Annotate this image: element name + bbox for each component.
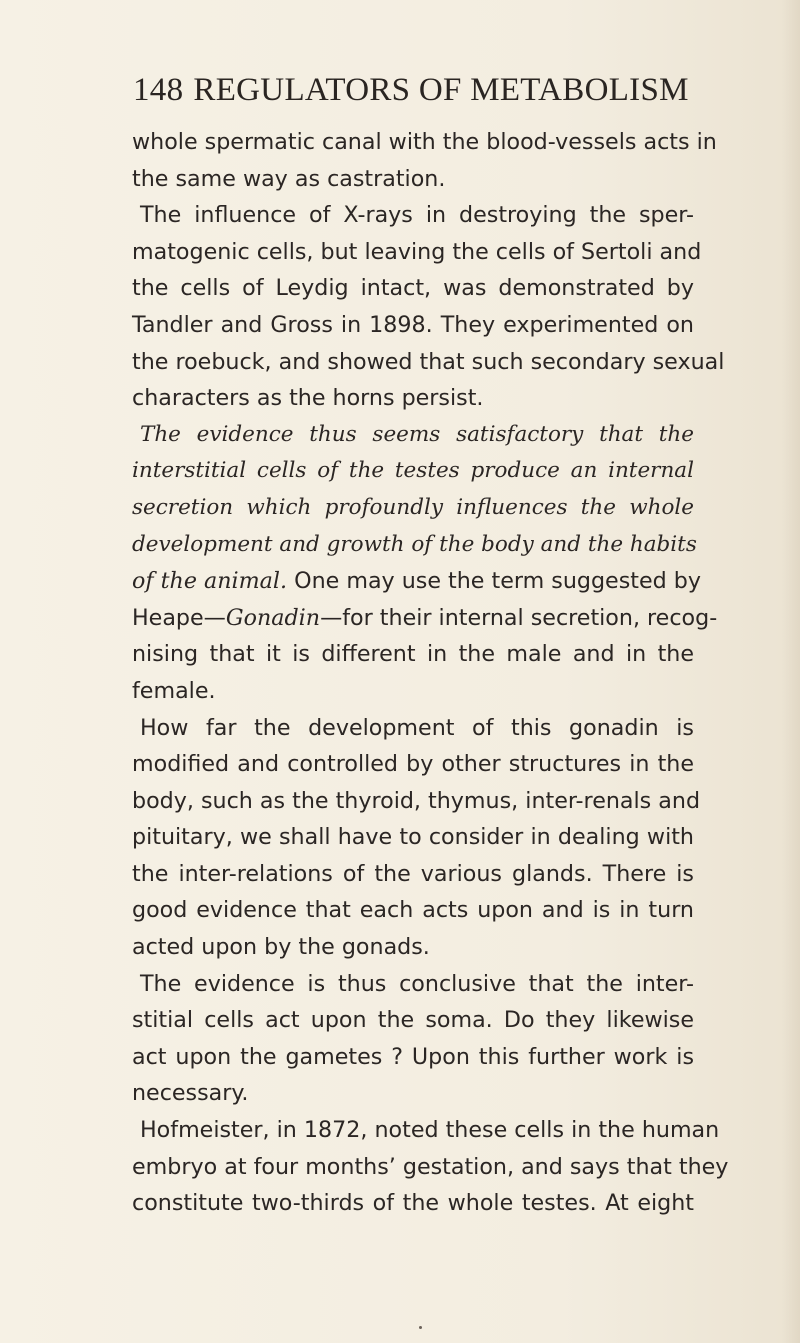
- text-segment: One may use the term suggested by: [287, 568, 701, 595]
- text-segment: Heape—: [132, 604, 226, 631]
- text-line: whole spermatic canal with the blood-vessels acts in: [132, 129, 717, 155]
- italic-text: of the animal.: [132, 568, 288, 595]
- text-line: body, such as the thyroid, thymus, inter-renals and: [132, 787, 701, 814]
- text-line: development and growth of the body and the habits: [132, 531, 697, 557]
- text-line: the roebuck, and showed that such secondary sexual: [132, 348, 725, 375]
- page-number: 148: [133, 72, 184, 108]
- text-line: interstitial cells of the testes produce an internal: [132, 458, 694, 484]
- page-edge-shadow: [782, 0, 800, 1343]
- italic-text: Gonadin: [225, 604, 321, 631]
- text-line: [132, 600, 718, 637]
- body-text: [132, 124, 729, 1222]
- text-line: the inter-relations of the various glands. There is: [132, 860, 694, 887]
- text-line: Tandler and Gross in 1898. They experimented on: [132, 311, 694, 338]
- running-header: [133, 72, 733, 109]
- text-line: The evidence is thus conclusive that the inter-: [140, 970, 694, 997]
- text-line: constitute two-thirds of the whole testes. At eight: [132, 1190, 694, 1217]
- print-speck: [419, 1326, 422, 1329]
- text-line: the same way as castration.: [132, 165, 446, 192]
- text-line: The evidence thus seems satisfactory that the: [140, 421, 694, 447]
- text-line: modified and controlled by other structures in the: [132, 751, 694, 778]
- text-line: matogenic cells, but leaving the cells of Sertoli and: [132, 238, 702, 265]
- text-segment: —for their internal secretion, recog-: [320, 604, 718, 631]
- text-line: act upon the gametes ? Upon this further work is: [132, 1043, 694, 1070]
- text-line: secretion which profoundly influences the whole: [132, 494, 694, 520]
- text-line: nising that it is different in the male and in the: [132, 641, 694, 668]
- text-line: stitial cells act upon the soma. Do they likewise: [132, 1007, 694, 1034]
- text-line: acted upon by the gonads.: [132, 934, 430, 961]
- text-line: [132, 563, 701, 600]
- text-line: Hofmeister, in 1872, noted these cells in the human: [140, 1117, 720, 1144]
- text-line: How far the development of this gonadin is: [140, 714, 694, 741]
- text-line: good evidence that each acts upon and is in turn: [132, 897, 694, 924]
- text-line: characters as the horns persist.: [132, 385, 484, 412]
- text-line: female.: [132, 677, 216, 704]
- text-line: necessary.: [132, 1080, 249, 1107]
- running-title: REGULATORS OF METABOLISM: [193, 72, 689, 108]
- text-line: The influence of X-rays in destroying the sper-: [140, 202, 694, 229]
- text-line: embryo at four months’ gestation, and says that they: [132, 1153, 729, 1180]
- text-line: pituitary, we shall have to consider in dealing with: [132, 824, 694, 851]
- text-line: the cells of Leydig intact, was demonstrated by: [132, 275, 694, 302]
